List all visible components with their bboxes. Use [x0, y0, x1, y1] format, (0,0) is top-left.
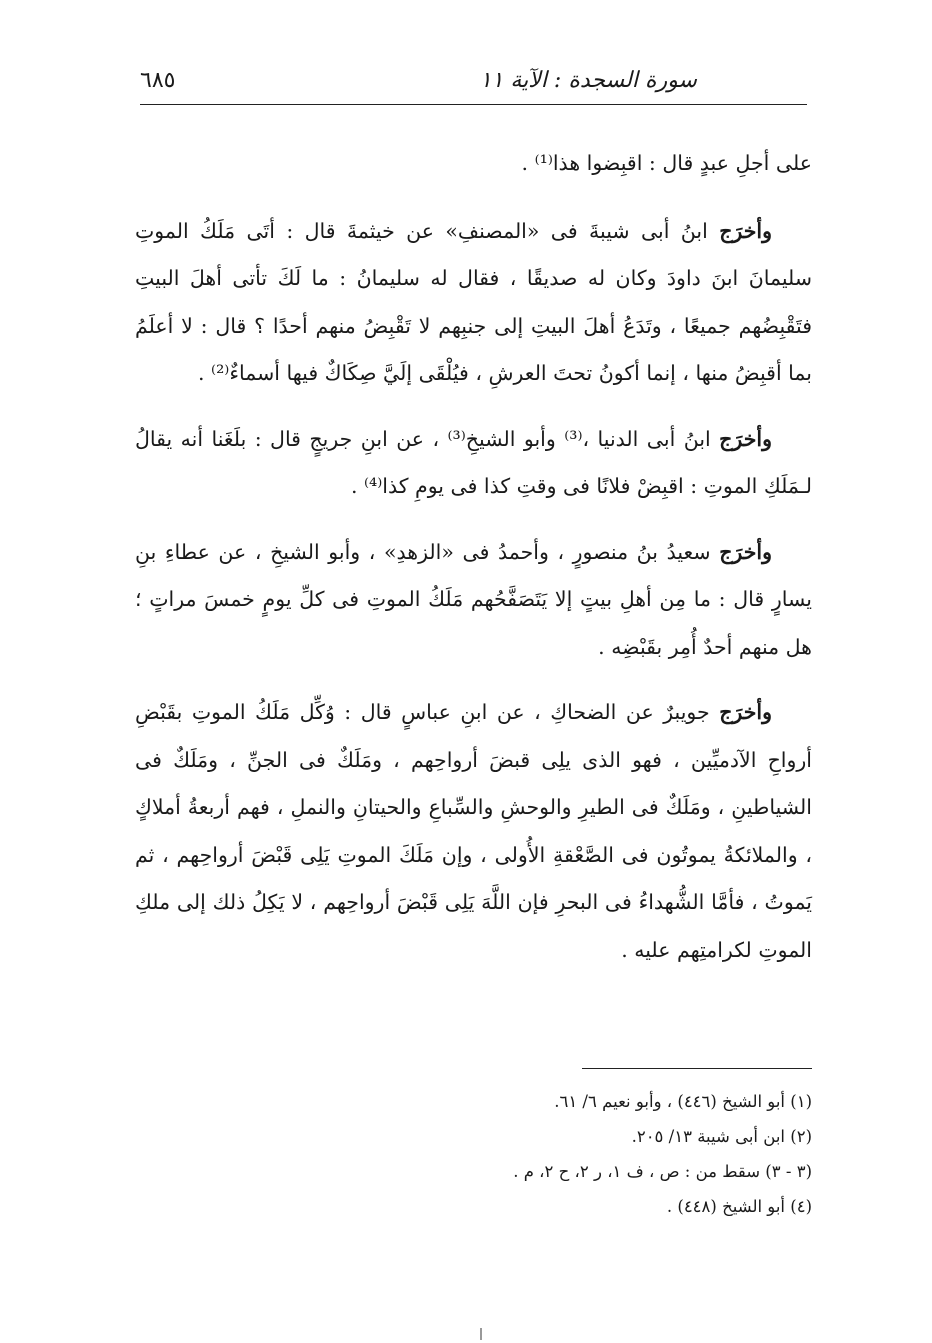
running-title: سورة السجدة : الآية ١١ — [479, 67, 697, 93]
footnote: (١) أبو الشيخ (٤٤٦) ، وأبو نعيم ٦/ ٦١. — [554, 1092, 812, 1111]
main-text — [135, 140, 812, 992]
page-number: ٦٨٥ — [140, 67, 176, 93]
footnote: (٢) ابن أبى شيبة ١٣/ ٢٠٥. — [631, 1127, 812, 1146]
footnote-divider — [582, 1068, 812, 1069]
paragraph-text: على أجلِ عبدٍ قال : اقبِضوا هذا⁽¹⁾ . — [521, 151, 812, 175]
paragraph-lead-word: وأخرَج — [719, 426, 772, 451]
scan-mark — [480, 1328, 482, 1340]
page-header — [140, 62, 807, 105]
footnote: (٤) أبو الشيخ (٤٤٨) . — [666, 1197, 812, 1216]
paragraph-lead-word: وأخرَج — [719, 539, 772, 564]
paragraph — [135, 689, 812, 974]
footnote: (٣ - ٣) سقط من : ص ، ف ١، ر ٢، ح ٢، م . — [513, 1162, 812, 1181]
paragraph-text: سعيدُ بنُ منصورٍ ، وأحمدُ فى «الزهدِ» ، وأبو الشيخِ ، عن عطاءِ بنِ يسارٍ قال : ما مِن أهلِ بيتٍ إلا يَتَصَفَّحُهم مَلَكُ الموتِ فى كلِّ يومٍ خمسَ مراتٍ ؛ هل منهم أحدٌ أُمِر بقَبْضِه . — [135, 539, 812, 659]
paragraph-text: جويبرٌ عن الضحاكِ ، عن ابنِ عباسٍ قال : وُكِّل مَلَكُ الموتِ بقَبْضِ أرواحِ الآدميِّين ، فهو الذى يلِى قبضَ أرواحِهم ، ومَلَكٌ فى الجنِّ ، ومَلَكٌ فى الشياطينِ ، ومَلَكٌ فى الطيرِ والوحشِ والسِّباعِ والحيتانِ والنملِ ، فهم أربعةُ أملاكٍ ، والملائكةُ يموتُون فى الصَّعْقةِ الأُولى ، وإن مَلَكَ الموتِ يَلِى قَبْضَ أرواحِهم ، ثم يَموتُ ، فأمَّا الشُّهداءُ فى البحرِ فإن اللَّهَ يَلِى قَبْضَ أرواحِهم ، لا يَكِلُ ذلك إلى ملكِ الموتِ لكرامتِهم عليه . — [135, 700, 812, 962]
paragraph — [135, 208, 812, 398]
paragraph — [135, 529, 812, 672]
paragraph-continuation — [135, 140, 812, 188]
footnotes — [135, 1084, 812, 1224]
paragraph-lead-word: وأخرَج — [719, 700, 772, 724]
paragraph — [135, 416, 812, 511]
paragraph-lead-word: وأخرَج — [719, 218, 772, 243]
paragraph-text: ابنُ أبى شيبةَ فى «المصنفِ» عن خيثمةَ قال : أتَى مَلَكُ الموتِ سليمانَ ابنَ داودَ وكان له صديقًا ، فقال له سليمانُ : ما لَكَ تأتى أهلَ البيتِ فتَقْبِضُهم جميعًا ، وتَدَعُ أهلَ البيتِ إلى جنبِهم لا تَقْبِضُ منهم أحدًا ؟ قال : لا أعلَمُ بما أقبِضُ منها ، إنما أكونُ تحتَ العرشِ ، فيُلْقَى إلَيَّ صِكَاكٌ فيها أسماءٌ⁽²⁾ . — [135, 218, 812, 385]
paragraph-text: ابنُ أبى الدنيا ،⁽³⁾ وأبو الشيخِ⁽³⁾ ، عن ابنِ جريجٍ قال : بلَغَنا أنه يقالُ لـمَلَكِ الموتِ : اقبِضْ فلانًا فى وقتِ كذا فى يومِ كذا⁽⁴⁾ . — [135, 426, 812, 498]
